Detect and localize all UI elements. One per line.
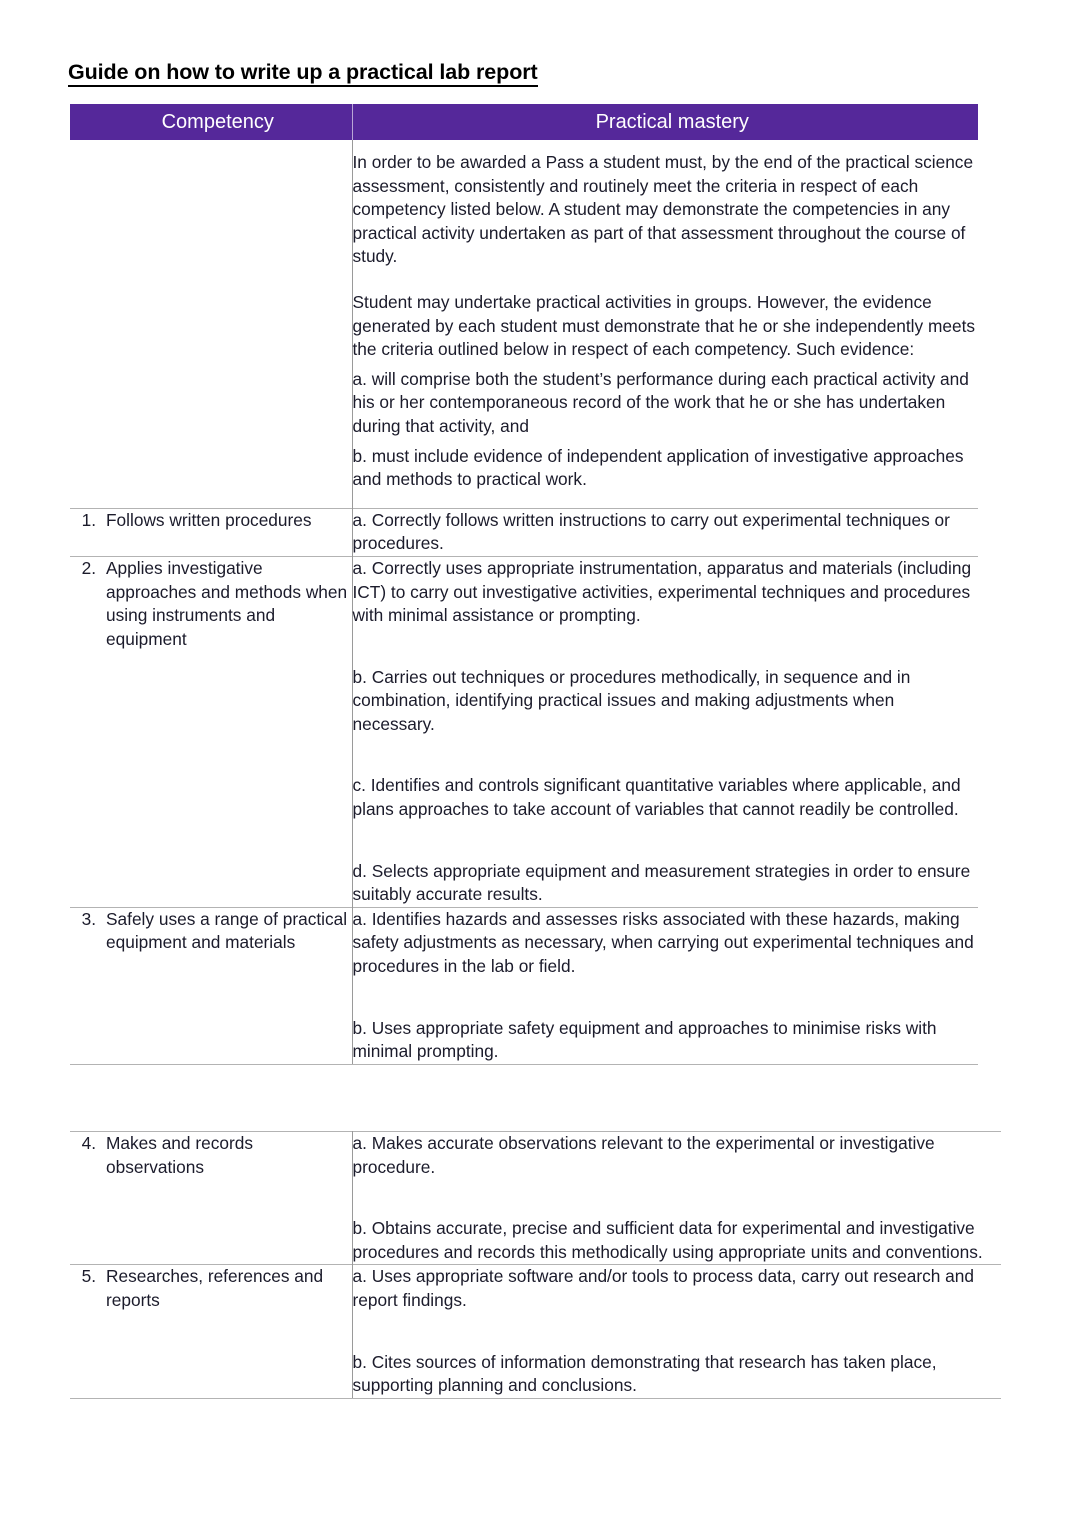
competency-label-4: Makes and records observations <box>106 1133 253 1177</box>
table-row <box>70 508 978 556</box>
mastery-paragraph: a. Identifies hazards and assesses risks associated with these hazards, making safety adjustments as necessary, when carrying out experimental techniques and procedures in the lab or field. <box>352 908 974 977</box>
table-row <box>70 907 978 1064</box>
competency-cell-3 <box>70 907 352 1064</box>
competency-label-3: Safely uses a range of practical equipment and materials <box>106 908 348 953</box>
mastery-cell-5 <box>352 1265 1001 1398</box>
intro-paragraph-a: a. will comprise both the student’s performance during each practical activity and his or her contemporaneous record of the work that he or she has undertaken during that activity, and <box>352 368 969 436</box>
competency-label-1: Follows written procedures <box>106 509 312 530</box>
mastery-cell-intro <box>352 140 978 508</box>
mastery-paragraph: b. Obtains accurate, precise and sufficient data for experimental and investigative procedures and records this methodically using appropriate units and conventions. <box>352 1218 983 1262</box>
competency-cell-5 <box>70 1265 352 1398</box>
mastery-paragraph: a. Uses appropriate software and/or tools to process data, carry out research and report findings. <box>352 1266 974 1310</box>
competency-cell-empty <box>70 140 352 508</box>
competency-cell-1 <box>70 508 352 556</box>
page-title <box>68 60 538 85</box>
mastery-paragraph: b. Uses appropriate safety equipment and approaches to minimise risks with minimal prompting. <box>352 1017 937 1062</box>
competency-cell-4 <box>70 1132 352 1265</box>
competency-number-5: 5. <box>81 1266 96 1287</box>
competency-number-4: 4. <box>81 1133 96 1153</box>
table-row <box>70 1265 1001 1398</box>
competency-label-2: Applies investigative approaches and methods when using instruments and equipment <box>106 557 348 649</box>
competency-label-5: Researches, references and reports <box>106 1266 324 1310</box>
mastery-paragraph: b. Carries out techniques or procedures methodically, in sequence and in combination, identifying practical issues and making adjustments when necessary. <box>352 666 911 734</box>
page-title-text: Guide on how to write up a practical lab report <box>68 60 538 87</box>
table-row <box>70 556 978 907</box>
competency-cell-2 <box>70 556 352 907</box>
table-header-row <box>70 104 978 140</box>
competency-table-part-1 <box>70 104 978 1065</box>
table-row-intro <box>70 140 978 508</box>
competency-number-3: 3. <box>81 908 96 929</box>
mastery-cell-4 <box>352 1132 1001 1265</box>
intro-paragraph-1: In order to be awarded a Pass a student must, by the end of the practical science assessment, consistently and routinely meet the criteria in respect of each competency listed below. A student may demonstrate the competencies in any practical activity undertaken as part of that assessment throughout the course of study. <box>352 152 974 267</box>
mastery-paragraph: a. Makes accurate observations relevant to the experimental or investigative procedure. <box>352 1133 935 1177</box>
mastery-cell-3 <box>352 907 978 1064</box>
column-header-competency: Competency <box>70 104 352 140</box>
mastery-paragraph: a. Correctly follows written instructions to carry out experimental techniques or procedures. <box>352 509 950 554</box>
mastery-paragraph: d. Selects appropriate equipment and measurement strategies in order to ensure suitably accurate results. <box>352 860 971 905</box>
table-row <box>70 1132 1001 1265</box>
competency-number-2: 2. <box>81 557 96 578</box>
mastery-cell-2 <box>352 556 978 907</box>
competency-table-part-2 <box>70 1131 1001 1399</box>
mastery-paragraph: b. Cites sources of information demonstrating that research has taken place, supporting planning and conclusions. <box>352 1351 937 1396</box>
intro-paragraph-b: b. must include evidence of independent application of investigative approaches and methods to practical work. <box>352 445 964 490</box>
column-header-practical-mastery: Practical mastery <box>352 104 978 140</box>
intro-paragraph-2: Student may undertake practical activities in groups. However, the evidence generated by each student must demonstrate that he or she independently meets the criteria outlined below in respect of each competency. Such evidence: <box>352 291 976 360</box>
mastery-paragraph: a. Correctly uses appropriate instrumentation, apparatus and materials (including ICT) to carry out investigative activities, experimental techniques and procedures with minimal assistance or prompting. <box>352 557 972 626</box>
mastery-cell-1 <box>352 508 978 556</box>
competency-number-1: 1. <box>81 509 96 530</box>
mastery-paragraph: c. Identifies and controls significant quantitative variables where applicable, and plans approaches to take account of variables that cannot readily be controlled. <box>352 775 961 820</box>
